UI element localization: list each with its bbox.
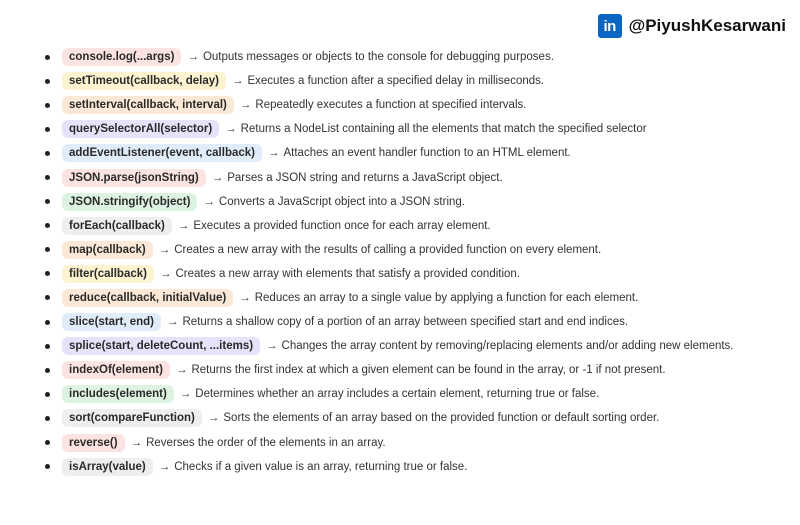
- method-description: Returns a shallow copy of a portion of an array between specified start and end indices.: [182, 316, 629, 329]
- method-name: console.log(...args): [62, 48, 181, 66]
- bullet-icon: [45, 416, 50, 421]
- list-item: [45, 238, 734, 262]
- method-name: JSON.stringify(object): [62, 193, 197, 211]
- method-description: Determines whether an array includes a certain element, returning true or false.: [195, 388, 600, 401]
- list-item: [45, 455, 734, 479]
- bullet-icon: [45, 247, 50, 252]
- method-name: includes(element): [62, 385, 174, 403]
- method-name: querySelectorAll(selector): [62, 120, 219, 138]
- list-item: [45, 382, 734, 406]
- bullet-icon: [45, 103, 50, 108]
- arrow-icon: →: [239, 291, 251, 304]
- arrow-icon: →: [167, 316, 179, 329]
- method-list: [45, 45, 734, 479]
- bullet-icon: [45, 295, 50, 300]
- bullet-icon: [45, 344, 50, 349]
- method-description: Executes a function after a specified delay in milliseconds.: [247, 75, 545, 88]
- bullet-icon: [45, 368, 50, 373]
- method-name: JSON.parse(jsonString): [62, 169, 206, 187]
- method-description: Creates a new array with the results of calling a provided function on every element.: [174, 243, 602, 256]
- author-handle: @PiyushKesarwani: [628, 16, 786, 35]
- method-name: slice(start, end): [62, 313, 161, 331]
- method-name: filter(callback): [62, 265, 154, 283]
- list-item: [45, 141, 734, 165]
- arrow-icon: →: [130, 436, 143, 449]
- linkedin-icon: in: [598, 14, 622, 38]
- list-item: [45, 286, 734, 310]
- arrow-icon: →: [211, 171, 224, 184]
- list-item: [45, 190, 734, 214]
- bullet-icon: [45, 175, 50, 180]
- method-description: Creates a new array with elements that satisfy a provided condition.: [175, 267, 521, 280]
- bullet-icon: [45, 55, 50, 60]
- method-name: splice(start, deleteCount, ...items): [62, 337, 260, 355]
- method-name: isArray(value): [62, 458, 153, 476]
- arrow-icon: →: [266, 340, 278, 353]
- bullet-icon: [45, 151, 50, 156]
- method-description: Sorts the elements of an array based on the provided function or default sorting order.: [223, 412, 660, 425]
- list-item: [45, 358, 734, 382]
- method-name: map(callback): [62, 241, 153, 259]
- bullet-icon: [45, 464, 50, 469]
- arrow-icon: →: [158, 460, 171, 473]
- method-description: Reverses the order of the elements in an array.: [146, 436, 386, 449]
- method-name: setTimeout(callback, delay): [62, 72, 226, 90]
- list-item: [45, 45, 734, 69]
- arrow-icon: →: [187, 51, 199, 64]
- method-description: Reduces an array to a single value by applying a function for each element.: [254, 291, 639, 304]
- bullet-icon: [45, 440, 50, 445]
- arrow-icon: →: [207, 412, 220, 425]
- list-item: [45, 334, 734, 358]
- arrow-icon: →: [177, 219, 190, 232]
- arrow-icon: →: [267, 147, 280, 160]
- method-description: Parses a JSON string and returns a JavaScript object.: [227, 171, 503, 184]
- method-description: Executes a provided function once for each array element.: [193, 219, 491, 232]
- method-description: Converts a JavaScript object into a JSON string.: [218, 195, 465, 208]
- method-name: reduce(callback, initialValue): [62, 289, 233, 307]
- arrow-icon: →: [159, 267, 172, 280]
- method-description: Checks if a given value is an array, returning true or false.: [174, 460, 468, 473]
- list-item: [45, 431, 734, 455]
- method-description: Returns the first index at which a given element can be found in the array, or -1 if not present.: [191, 364, 666, 377]
- list-item: [45, 214, 734, 238]
- arrow-icon: →: [239, 99, 252, 112]
- author-badge: [598, 14, 786, 38]
- list-item: [45, 93, 734, 117]
- method-description: Returns a NodeList containing all the elements that match the specified selector: [240, 123, 647, 136]
- arrow-icon: →: [175, 364, 188, 377]
- arrow-icon: →: [203, 195, 215, 208]
- method-name: indexOf(element): [62, 361, 170, 379]
- bullet-icon: [45, 199, 50, 204]
- arrow-icon: →: [179, 388, 192, 401]
- list-item: [45, 262, 734, 286]
- method-name: sort(compareFunction): [62, 409, 202, 427]
- arrow-icon: →: [158, 243, 171, 256]
- list-item: [45, 310, 734, 334]
- list-item: [45, 69, 734, 93]
- method-name: addEventListener(event, callback): [62, 144, 262, 162]
- bullet-icon: [45, 127, 50, 132]
- list-item: [45, 117, 734, 141]
- method-description: Repeatedly executes a function at specified intervals.: [255, 99, 527, 112]
- method-name: reverse(): [62, 434, 125, 452]
- method-name: setInterval(callback, interval): [62, 96, 234, 114]
- bullet-icon: [45, 79, 50, 84]
- method-description: Outputs messages or objects to the console for debugging purposes.: [202, 51, 554, 64]
- method-name: forEach(callback): [62, 217, 172, 235]
- list-item: [45, 165, 734, 189]
- method-description: Attaches an event handler function to an HTML element.: [283, 147, 571, 160]
- bullet-icon: [45, 223, 50, 228]
- bullet-icon: [45, 271, 50, 276]
- arrow-icon: →: [225, 123, 237, 136]
- method-description: Changes the array content by removing/replacing elements and/or adding new elements.: [281, 340, 734, 353]
- bullet-icon: [45, 320, 50, 325]
- list-item: [45, 406, 734, 430]
- arrow-icon: →: [231, 75, 244, 88]
- bullet-icon: [45, 392, 50, 397]
